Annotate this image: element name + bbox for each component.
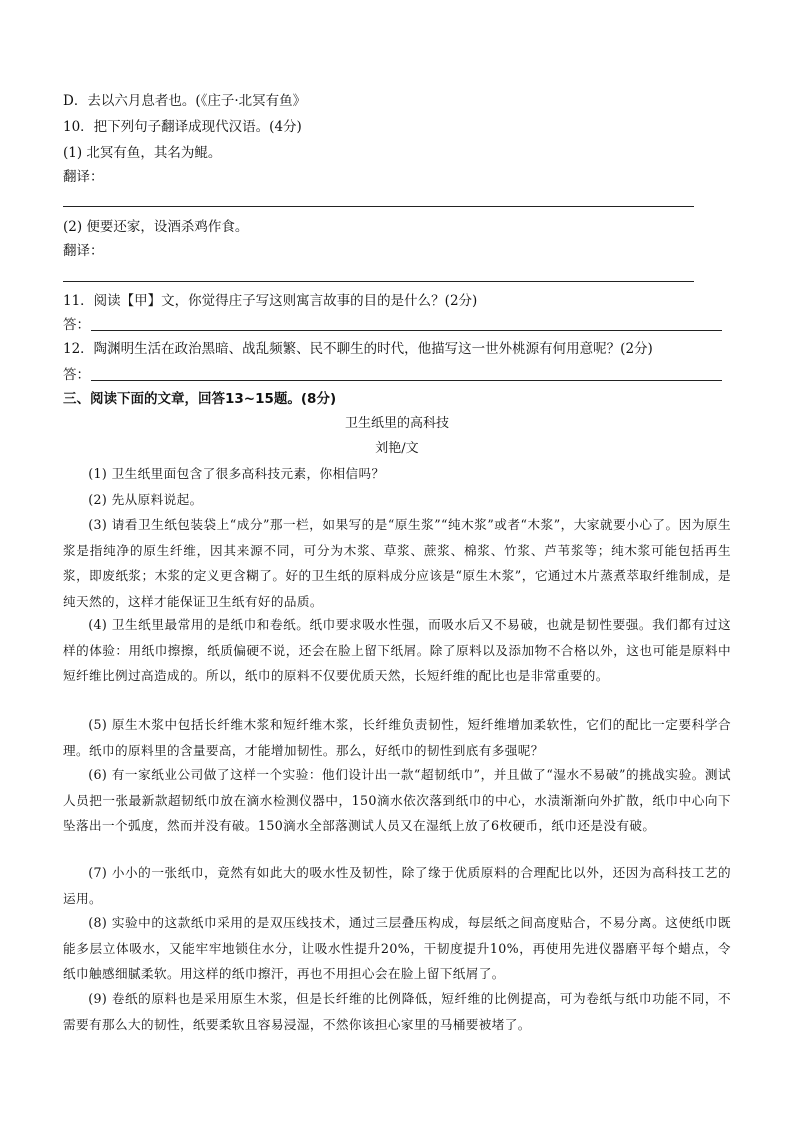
question-10-translate-label-2: 翻译： [63, 243, 104, 259]
question-10-sentence-2: (2) 便要还家，设酒杀鸡作食。 [63, 219, 249, 235]
answer-line-11[interactable] [91, 330, 722, 331]
answer-line-10-1[interactable] [63, 206, 694, 207]
option-d: D．去以六月息者也。(《庄子·北冥有鱼》 [63, 93, 307, 109]
answer-line-10-2[interactable] [63, 281, 694, 282]
question-10-translate-label-1: 翻译： [63, 169, 104, 185]
article-paragraph-5: (5) 原生木浆中包括长纤维木浆和短纤维木浆，长纤维负责韧性，短纤维增加柔软性，它们的配比一定要科学合理。纸巾的原料里的含量要高，才能增加韧性。那么，好纸巾的韧性到底有多强呢？ [63, 717, 731, 758]
question-11-prompt: 11．阅读【甲】文，你觉得庄子写这则寓言故事的目的是什么？(2分) [63, 293, 478, 309]
answer-line-12[interactable] [91, 380, 722, 381]
section-3-heading: 三、阅读下面的文章，回答13~15题。(8分) [63, 391, 337, 407]
article-paragraph-3: (3) 请看卫生纸包装袋上“成分”那一栏，如果写的是“原生浆”“纯木浆”或者“木浆”，大家就要小心了。因为原生浆是指纯净的原生纤维，因其来源不同，可分为木浆、草浆、蔗浆、棉浆、竹浆、芦苇浆等；纯木浆可能包括再生浆，即废纸浆；木浆的定义更含糊了。好的卫生纸的原料成分应该是“原生木浆”，它通过木片蒸煮萃取纤维制成，是纯天然的，这样才能保证卫生纸有好的品质。 [63, 517, 731, 609]
article-paragraph-6: (6) 有一家纸业公司做了这样一个实验：他们设计出一款“超韧纸巾”，并且做了“湿水不易破”的挑战实验。测试人员把一张最新款超韧纸巾放在滴水检测仪器中，150滴水依次落到纸巾的中心，水渍渐渐向外扩散，纸巾中心向下坠落出一个弧度，然而并没有破。150滴水全部落测试人员又在湿纸上放了6枚硬币，纸巾还是没有破。 [63, 767, 731, 833]
question-11-answer-label: 答： [63, 317, 90, 333]
article-paragraph-1: (1) 卫生纸里面包含了很多高科技元素，你相信吗？ [88, 466, 385, 481]
article-paragraph-2: (2) 先从原料说起。 [88, 492, 203, 507]
question-10-sentence-1: (1) 北冥有鱼，其名为鲲。 [63, 145, 222, 161]
article-title: 卫生纸里的高科技 [344, 416, 449, 431]
question-10-prompt: 10．把下列句子翻译成现代汉语。(4分) [63, 119, 302, 135]
question-12-prompt: 12．陶渊明生活在政治黑暗、战乱频繁、民不聊生的时代，他描写这一世外桃源有何用意呢？(2分) [63, 341, 653, 357]
article-paragraph-8: (8) 实验中的这款纸巾采用的是双压线技术，通过三层叠压构成，每层纸之间高度贴合，不易分离。这使纸巾既能多层立体吸水，又能牢牢地锁住水分，让吸水性提升20%，干韧度提升10%，再使用先进仪器磨平每个蜡点，令纸巾触感细腻柔软。用这样的纸巾擦汗，再也不用担心会在脸上留下纸屑了。 [63, 915, 731, 981]
article-paragraph-7: (7) 小小的一张纸巾，竟然有如此大的吸水性及韧性，除了缘于优质原料的合理配比以外，还因为高科技工艺的运用。 [63, 865, 731, 906]
article-paragraph-4: (4) 卫生纸里最常用的是纸巾和卷纸。纸巾要求吸水性强，而吸水后又不易破，也就是韧性要强。我们都有过这样的体验：用纸巾擦擦，纸质偏硬不说，还会在脸上留下纸屑。除了原料以及添加物不合格以外，这也可能是原料中短纤维比例过高造成的。所以，纸巾的原料不仅要优质天然，长短纤维的配比也是非常重要的。 [63, 617, 731, 683]
article-paragraph-9: (9) 卷纸的原料也是采用原生木浆，但是长纤维的比例降低，短纤维的比例提高，可为卷纸与纸巾功能不同，不需要有那么大的韧性，纸要柔软且容易浸湿，不然你该担心家里的马桶要被堵了。 [63, 991, 731, 1032]
question-12-answer-label: 答： [63, 367, 90, 383]
article-author: 刘艳/文 [375, 441, 419, 456]
